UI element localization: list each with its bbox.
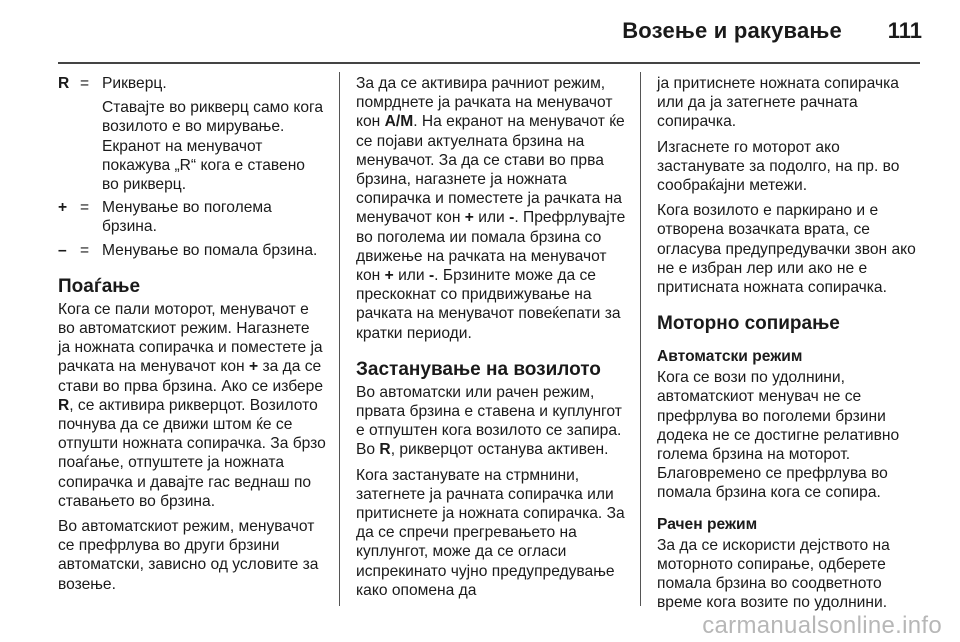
paragraph-warning-chime: Кога возилото е паркирано и е отворена возачката врата, се огласува предупредувачки звон ако не е избран лер или ако не е притисната ножната сопирачка. [657,202,916,297]
paragraph-stopping: Во автоматски или рачен режим, првата брзина е ставена и куплунгот е отпуштен кога возилото се запира. Во R, рикверцот останува активен. [356,383,622,459]
definition-term: Менување во помала брзина. [102,241,318,259]
subheading-automatic-mode: Автоматски режим [657,348,803,366]
plus-key-label: + [384,267,394,285]
definition-row-downshift [58,241,326,260]
definition-key: + [58,199,68,217]
column-divider-2 [640,72,641,606]
column-divider-1 [339,72,340,606]
definition-term: Рикверц. [102,75,167,92]
column-1 [58,74,326,600]
plus-key-label: + [249,358,259,376]
definition-row-reverse [58,74,326,194]
section-title-stopping: Застанување на возилото [356,358,601,380]
section-title-starting-off: Поаѓање [58,275,141,297]
definition-body [102,198,326,236]
section-title-engine-braking: Моторно сопирање [657,313,840,335]
paragraph-automatic-mode: Во автоматскиот режим, менувачот се префрлува во други брзини автоматски, зависно од условите за возење. [58,518,319,593]
definition-row-upshift [58,198,326,236]
watermark-text: carmanualsonline.info [702,612,942,639]
definition-key: R [58,75,70,92]
page-number: 111 [887,18,922,43]
definition-equals: = [80,241,90,259]
minus-key-label: - [509,209,515,227]
plus-key-label: + [464,209,474,227]
definition-equals: = [80,199,90,217]
reverse-key-label: R [58,396,70,414]
column-3 [657,74,923,618]
definition-body [102,74,326,194]
subheading-manual-mode: Рачен режим [657,515,758,533]
paragraph-starting-off: Кога се пали моторот, менувачот е во автоматскиот режим. Нагазнете ја ножната сопирачка и поместете ја рачката на менувачот кон + за да се стави во прва брзина. Ако се избере R, се активира рикверцот. Возилото почнува да се движи штом ќе се отпушти ножната сопирачка. За брзо поаѓање, отпуштете ја ножната сопирачка и давајте гас веднаш по ставањето во брзина. [58,300,326,510]
header-rule [58,62,920,64]
paragraph-engine-braking-manual: За да се искористи дејството на моторното сопирање, одберете помала брзина во соодветното време кога возите по удолнини. [657,536,890,612]
paragraph-continued: ја притиснете ножната сопирачка или да ја затегнете рачната сопирачка. [657,75,899,131]
definition-key: – [58,241,67,259]
definition-equals: = [80,75,90,92]
paragraph-engine-braking-automatic: Кога се вози по удолнини, автоматскиот менувач не се префрлува во поголеми брзини додека не се достигне релативно голема брзина на моторот. Благовремено се префрлува во помала брзина кога се сопира. [657,369,900,502]
gear-definition-list [58,74,326,260]
reverse-key-label: R [379,441,391,459]
chapter-title: Возење и ракување [622,18,842,43]
paragraph-slopes: Кога застанувате на стрмнини, затегнете ја рачната сопирачка или притиснете ја ножната сопирачка. За да се спречи прегревањето на куплунгот, може да се огласи испрекинато чујно предупредување како опомена да [356,466,625,599]
am-key-label: A/M [384,113,414,131]
column-2 [356,74,626,606]
definition-body [102,241,326,260]
page-header [0,0,960,70]
minus-key-label: - [428,267,435,285]
definition-term: Менување во поголема брзина. [102,199,272,236]
definition-description: Ставајте во рикверц само кога возилото е во мирување. Екранот на менувачот покажува „R“ кога е ставено во рикверц. [102,99,324,194]
paragraph-manual-mode: За да се активира рачниот режим, помрднете ја рачката на менувачот кон A/M. На екранот на менувачот ќе се појави актуелната брзина на менувачот. За да се стави во прва брзина, нагазнете ја ножната сопирачка и поместете ја рачката на менувачот кон + или -. Префрлувајте во поголема ии помала брзина со движење на рачката на менувачот кон + или -. Брзините може да се прескокнат со придвижување на рачката на менувачот повеќепати за кратки периоди. [356,75,626,342]
paragraph-engine-off: Изгаснете го моторот ако застанувате за подолго, на пр. во сообраќајни метежи. [657,138,900,195]
